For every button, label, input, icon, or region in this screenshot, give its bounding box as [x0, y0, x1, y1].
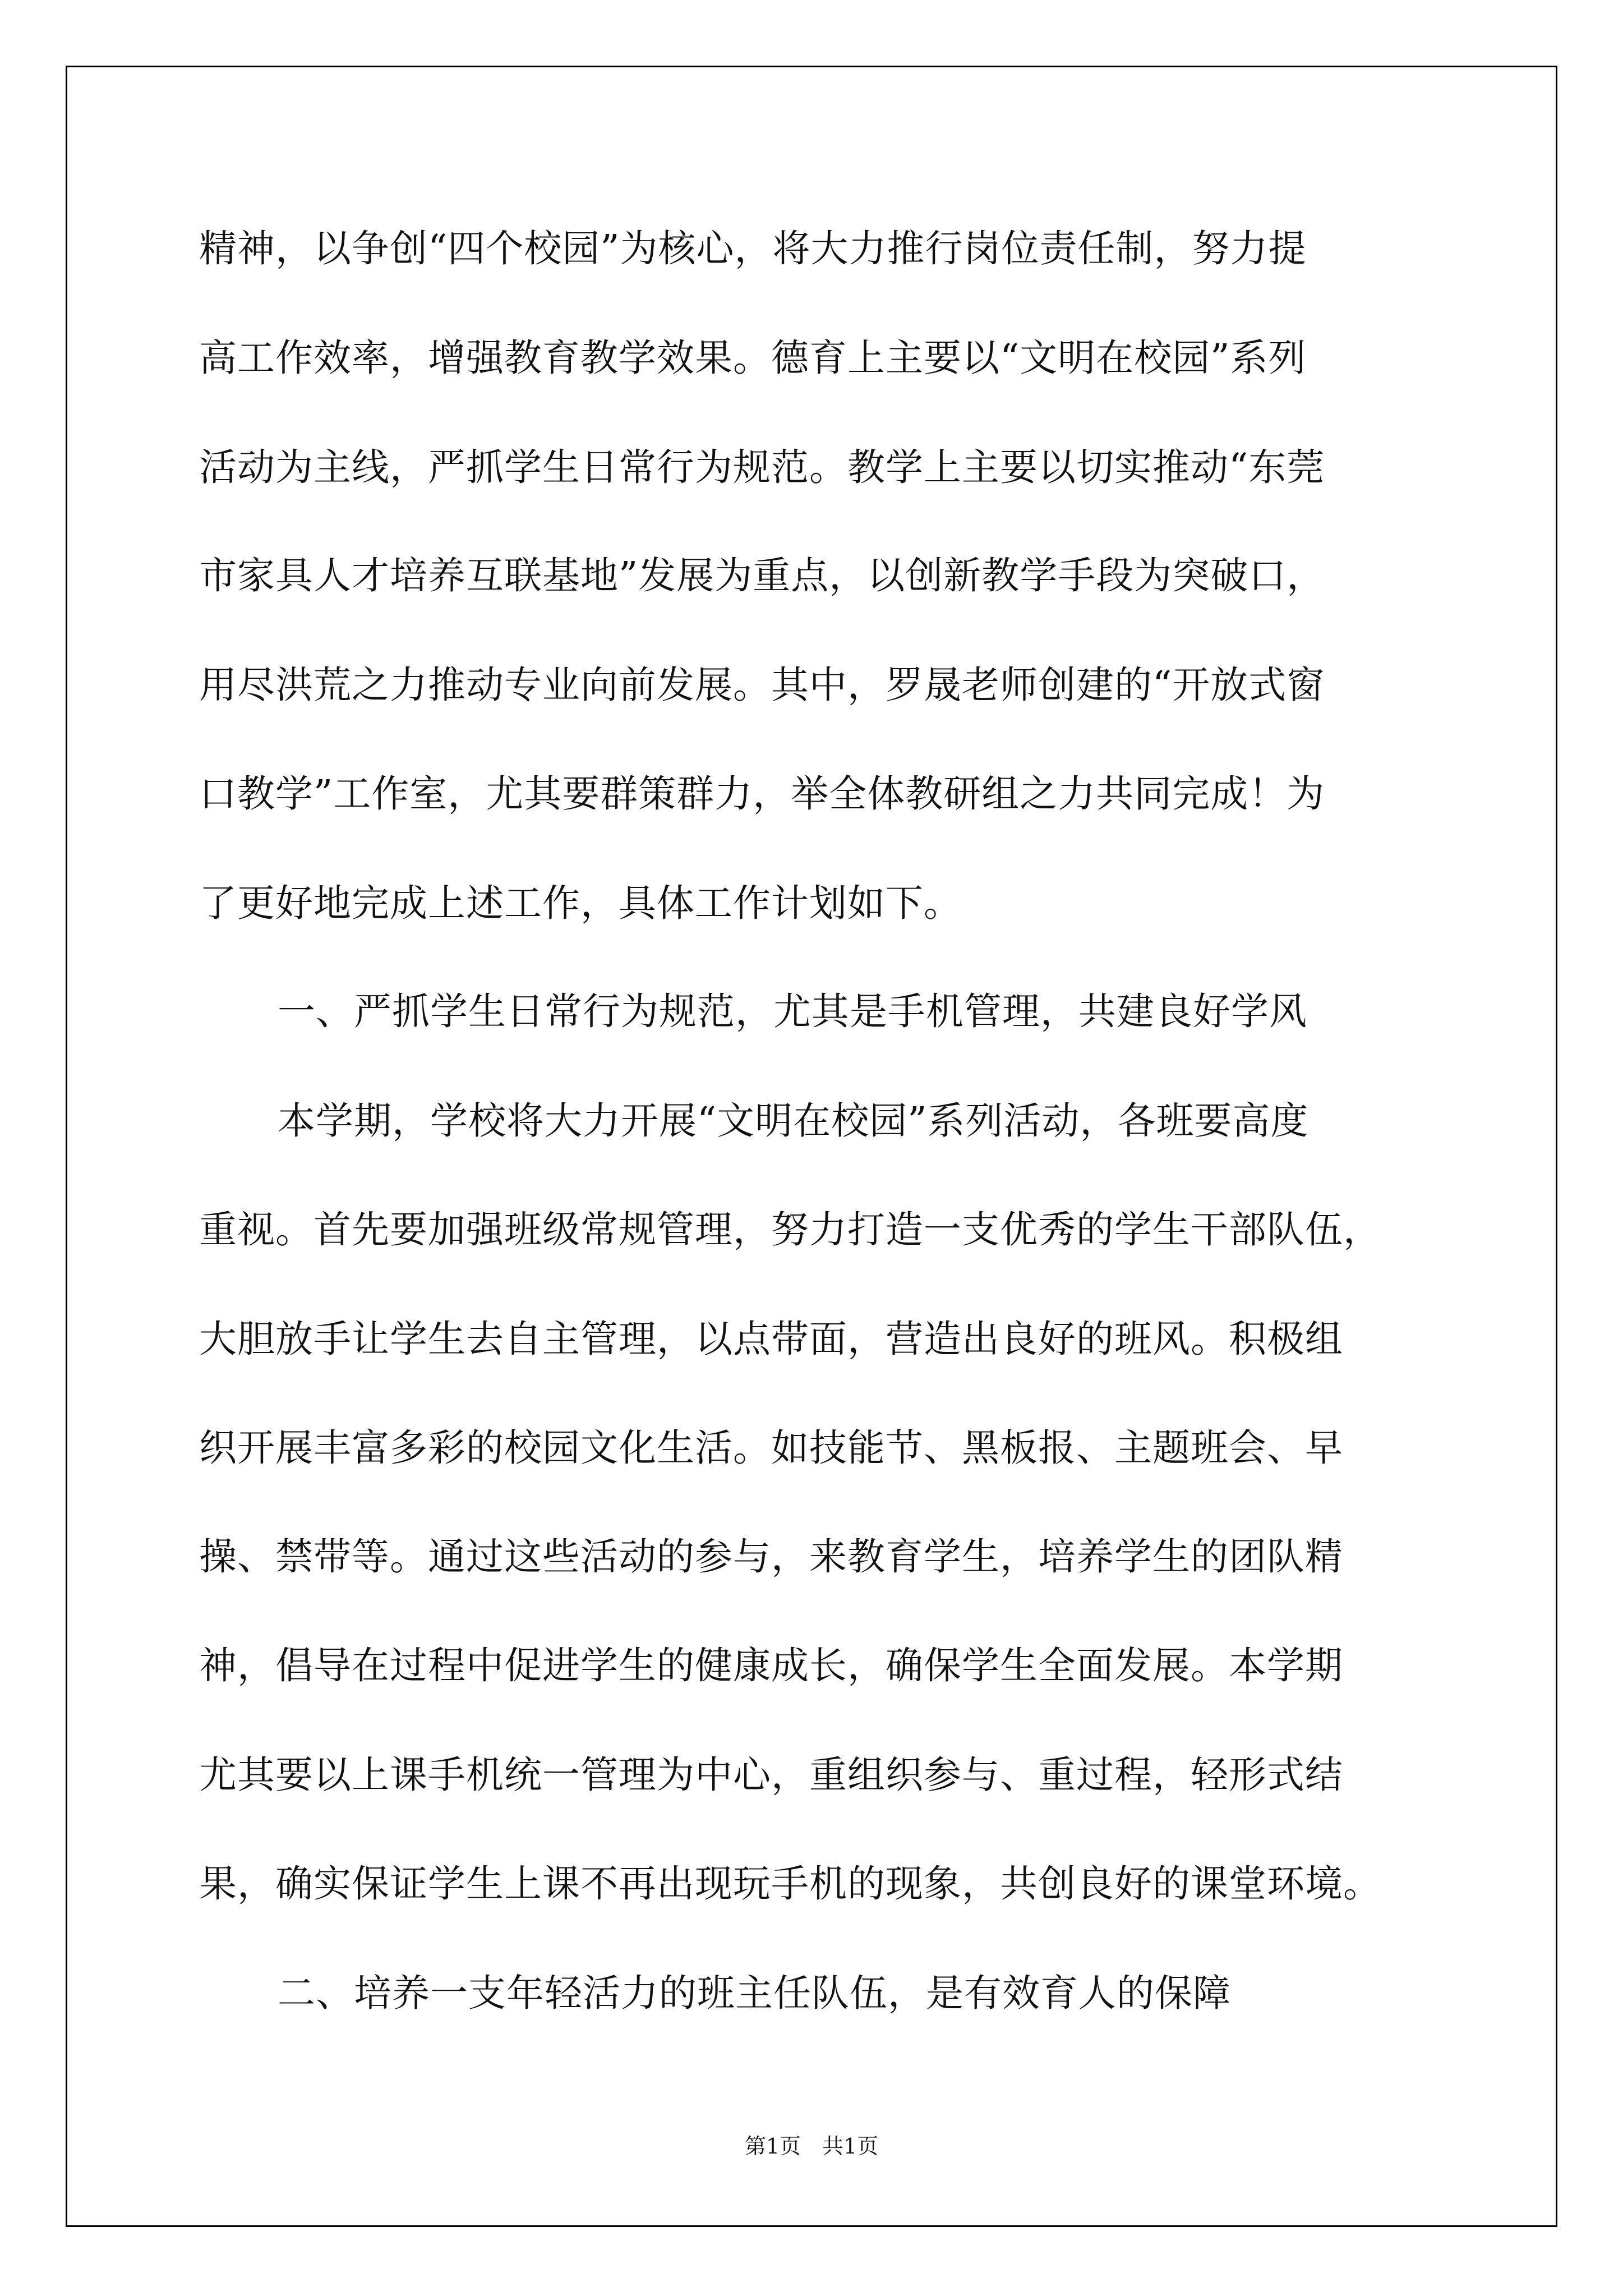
paragraph-1-line-1: 本学期，学校将大力开展“文明在校园”系列活动，各班要高度: [278, 1099, 1309, 1143]
section-heading-2: 二、培养一支年轻活力的班主任队伍，是有效育人的保障: [278, 1971, 1231, 2015]
body-line-3: 活动为主线，严抓学生日常行为规范。教学上主要以切实推动“东莞: [199, 445, 1325, 489]
body-line-4: 市家具人才培养互联基地”发展为重点，以创新教学手段为突破口，: [199, 554, 1325, 597]
body-line-1: 精神，以争创“四个校园”为核心，将大力推行岗位责任制，努力提: [199, 227, 1307, 270]
paragraph-1-line-4: 织开展丰富多彩的校园文化生活。如技能节、黑板报、主题班会、早: [199, 1426, 1343, 1470]
paragraph-1-line-5: 操、禁带等。通过这些活动的参与，来教育学生，培养学生的团队精: [199, 1535, 1343, 1579]
body-line-7: 了更好地完成上述工作，具体工作计划如下。: [199, 881, 962, 925]
paragraph-1-line-7: 尤其要以上课手机统一管理为中心，重组织参与、重过程，轻形式结: [199, 1753, 1343, 1797]
paragraph-1-line-3: 大胆放手让学生去自主管理，以点带面，营造出良好的班风。积极组: [199, 1317, 1343, 1361]
section-heading-1: 一、严抓学生日常行为规范，尤其是手机管理，共建良好学风: [278, 990, 1307, 1033]
paragraph-1-line-2: 重视。首先要加强班级常规管理，努力打造一支优秀的学生干部队伍，: [199, 1208, 1381, 1251]
body-line-5: 用尽洪荒之力推动专业向前发展。其中，罗晟老师创建的“开放式窗: [199, 663, 1325, 707]
page-footer: 第1页 共1页: [744, 2134, 879, 2159]
paragraph-1-line-6: 神，倡导在过程中促进学生的健康成长，确保学生全面发展。本学期: [199, 1644, 1343, 1687]
body-line-6: 口教学”工作室，尤其要群策群力，举全体教研组之力共同完成！为: [199, 772, 1325, 816]
body-line-2: 高工作效率，增强教育教学效果。德育上主要以“文明在校园”系列: [199, 336, 1307, 380]
paragraph-1-line-8: 果，确实保证学生上课不再出现玩手机的现象，共创良好的课堂环境。: [199, 1862, 1381, 1906]
